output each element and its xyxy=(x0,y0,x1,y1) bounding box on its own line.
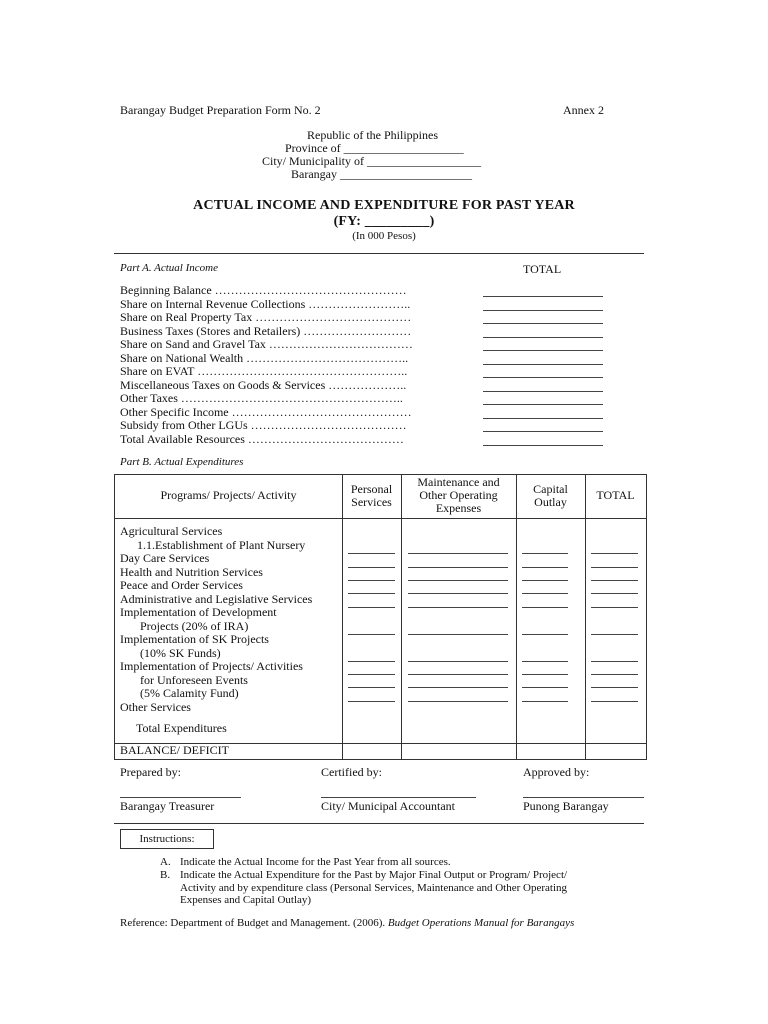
annex-label: Annex 2 xyxy=(563,103,604,117)
program-row: (5% Calamity Fund) xyxy=(140,686,239,700)
amount-field[interactable] xyxy=(522,634,568,635)
income-total-field[interactable] xyxy=(483,350,603,351)
income-total-field[interactable] xyxy=(483,404,603,405)
income-total-field[interactable] xyxy=(483,391,603,392)
republic-line: Republic of the Philippines xyxy=(307,128,438,142)
prepared-by-label: Prepared by: xyxy=(120,765,181,779)
amount-field[interactable] xyxy=(348,701,395,702)
amount-field[interactable] xyxy=(522,580,568,581)
province-line: Province of ____________________ xyxy=(285,141,464,155)
approved-by-title: Punong Barangay xyxy=(523,799,609,813)
amount-field[interactable] xyxy=(591,607,638,608)
reference xyxy=(120,917,574,929)
income-total-field[interactable] xyxy=(483,310,603,311)
prepared-by-title: Barangay Treasurer xyxy=(120,799,215,813)
part-a-total-header: TOTAL xyxy=(523,262,562,276)
amount-field[interactable] xyxy=(522,553,568,554)
amount-field[interactable] xyxy=(522,674,568,675)
amount-field[interactable] xyxy=(591,674,638,675)
header-line: Expenses xyxy=(435,501,482,515)
programs-column-header: Programs/ Projects/ Activity xyxy=(160,488,297,502)
total-expenditures-label: Total Expenditures xyxy=(136,721,227,735)
program-row: (10% SK Funds) xyxy=(140,645,221,660)
reference-prefix: Reference: Department of Budget and Management. (2006). xyxy=(120,917,388,929)
header-divider xyxy=(115,518,646,519)
approved-signature-line[interactable] xyxy=(523,797,644,798)
income-total-field[interactable] xyxy=(483,296,603,297)
form-number: Barangay Budget Preparation Form No. 2 xyxy=(120,103,321,117)
income-item: Other Specific Income ……………………………………… xyxy=(120,404,412,419)
document-title: ACTUAL INCOME AND EXPENDITURE FOR PAST YEAR xyxy=(193,198,575,213)
balance-deficit-label: BALANCE/ DEFICIT xyxy=(120,742,229,757)
income-item: Business Taxes (Stores and Retailers) ……………………… xyxy=(120,323,412,338)
income-total-field[interactable] xyxy=(483,323,603,324)
program-row: Agricultural Services xyxy=(120,524,223,538)
instruction-a: Indicate the Actual Income for the Past Year from all sources. xyxy=(180,856,451,868)
instructions-label: Instructions: xyxy=(139,833,195,845)
total-column-header: TOTAL xyxy=(596,488,635,502)
approved-by-label: Approved by: xyxy=(523,765,590,779)
section-divider xyxy=(114,823,644,824)
amount-field[interactable] xyxy=(522,701,568,702)
certified-by-label: Certified by: xyxy=(321,765,382,779)
amount-field[interactable] xyxy=(408,634,508,635)
program-row: Other Services xyxy=(120,699,191,714)
amount-field[interactable] xyxy=(408,661,508,662)
program-row: Health and Nutrition Services xyxy=(120,564,263,579)
amount-field[interactable] xyxy=(408,567,508,568)
amount-field[interactable] xyxy=(348,553,395,554)
amount-field[interactable] xyxy=(591,687,638,688)
amount-field[interactable] xyxy=(522,567,568,568)
amount-field[interactable] xyxy=(522,593,568,594)
program-row: Implementation of Development xyxy=(120,605,277,619)
amount-field[interactable] xyxy=(348,634,395,635)
income-item: Total Available Resources ………………………………… xyxy=(120,431,404,446)
prepared-signature-line[interactable] xyxy=(120,797,241,798)
amount-field[interactable] xyxy=(408,593,508,594)
unit-note: (In 000 Pesos) xyxy=(352,230,416,242)
barangay-line: Barangay ______________________ xyxy=(291,167,472,181)
amount-field[interactable] xyxy=(348,567,395,568)
reference-title: Budget Operations Manual for Barangays xyxy=(387,917,575,929)
program-row: Implementation of SK Projects xyxy=(120,632,269,646)
amount-field[interactable] xyxy=(522,607,568,608)
income-item: Share on EVAT …………………………………………….. xyxy=(120,364,408,378)
certified-by-title: City/ Municipal Accountant xyxy=(321,799,455,813)
header-line: Capital xyxy=(533,482,568,496)
instruction-a-marker: A. xyxy=(160,856,171,868)
instruction-b-marker: B. xyxy=(160,869,171,881)
instruction-b-line: Indicate the Actual Expenditure for the Past by Major Final Output or Program/ Project/ xyxy=(180,869,568,881)
amount-field[interactable] xyxy=(348,580,395,581)
amount-field[interactable] xyxy=(591,634,638,635)
amount-field[interactable] xyxy=(348,674,395,675)
city-line: City/ Municipality of ___________________ xyxy=(262,154,481,168)
amount-field[interactable] xyxy=(408,701,508,702)
amount-field[interactable] xyxy=(591,580,638,581)
income-item: Share on Internal Revenue Collections …………………….. xyxy=(120,296,411,311)
amount-field[interactable] xyxy=(408,580,508,581)
income-total-field[interactable] xyxy=(483,445,603,446)
income-item: Miscellaneous Taxes on Goods & Services ……………….. xyxy=(120,377,407,392)
amount-field[interactable] xyxy=(408,607,508,608)
amount-field[interactable] xyxy=(591,593,638,594)
income-item: Share on Real Property Tax ………………………………… xyxy=(120,310,412,324)
fiscal-year: (FY: _________) xyxy=(333,214,435,229)
personal-services-header xyxy=(342,483,401,509)
header-line: Services xyxy=(351,495,392,509)
program-row: Projects (20% of IRA) xyxy=(140,618,249,633)
amount-field[interactable] xyxy=(408,674,508,675)
expenditure-table xyxy=(114,474,647,760)
income-total-field[interactable] xyxy=(483,337,603,338)
amount-field[interactable] xyxy=(522,687,568,688)
part-a-heading: Part A. Actual Income xyxy=(120,262,218,274)
mooe-header xyxy=(401,476,516,515)
part-b-heading: Part B. Actual Expenditures xyxy=(120,456,244,468)
header-line: Outlay xyxy=(534,495,567,509)
income-total-field[interactable] xyxy=(483,418,603,419)
amount-field[interactable] xyxy=(522,661,568,662)
amount-field[interactable] xyxy=(408,687,508,688)
amount-field[interactable] xyxy=(348,593,395,594)
amount-field[interactable] xyxy=(591,701,638,702)
income-item: Beginning Balance ………………………………………… xyxy=(120,283,407,297)
program-row: Administrative and Legislative Services xyxy=(120,591,313,606)
program-row: Peace and Order Services xyxy=(120,578,243,592)
income-item: Other Taxes ……………………………………………….. xyxy=(120,391,403,405)
header-line: Personal xyxy=(350,482,393,496)
instruction-b-line: Expenses and Capital Outlay) xyxy=(180,894,312,906)
program-row: 1.1.Establishment of Plant Nursery xyxy=(137,537,306,552)
income-total-field[interactable] xyxy=(483,377,603,378)
section-divider xyxy=(114,253,644,254)
header-line: Other Operating xyxy=(419,488,498,502)
header-line: Maintenance and xyxy=(417,475,500,489)
instruction-b-line: Activity and by expenditure class (Personal Services, Maintenance and Other Operating xyxy=(180,881,568,894)
amount-field[interactable] xyxy=(348,661,395,662)
program-row: Implementation of Projects/ Activities xyxy=(120,659,303,673)
program-row: for Unforeseen Events xyxy=(140,672,248,687)
amount-field[interactable] xyxy=(408,553,508,554)
amount-field[interactable] xyxy=(348,687,395,688)
amount-field[interactable] xyxy=(591,553,638,554)
income-item: Subsidy from Other LGUs ………………………………… xyxy=(120,418,407,432)
amount-field[interactable] xyxy=(348,607,395,608)
capital-outlay-header xyxy=(516,483,585,509)
instructions-box xyxy=(120,829,214,849)
income-total-field[interactable] xyxy=(483,364,603,365)
certified-signature-line[interactable] xyxy=(321,797,476,798)
income-item: Share on National Wealth ………………………………….. xyxy=(120,350,409,365)
program-row: Day Care Services xyxy=(120,551,210,565)
amount-field[interactable] xyxy=(591,661,638,662)
income-total-field[interactable] xyxy=(483,431,603,432)
income-item: Share on Sand and Gravel Tax ……………………………… xyxy=(120,337,413,351)
amount-field[interactable] xyxy=(591,567,638,568)
